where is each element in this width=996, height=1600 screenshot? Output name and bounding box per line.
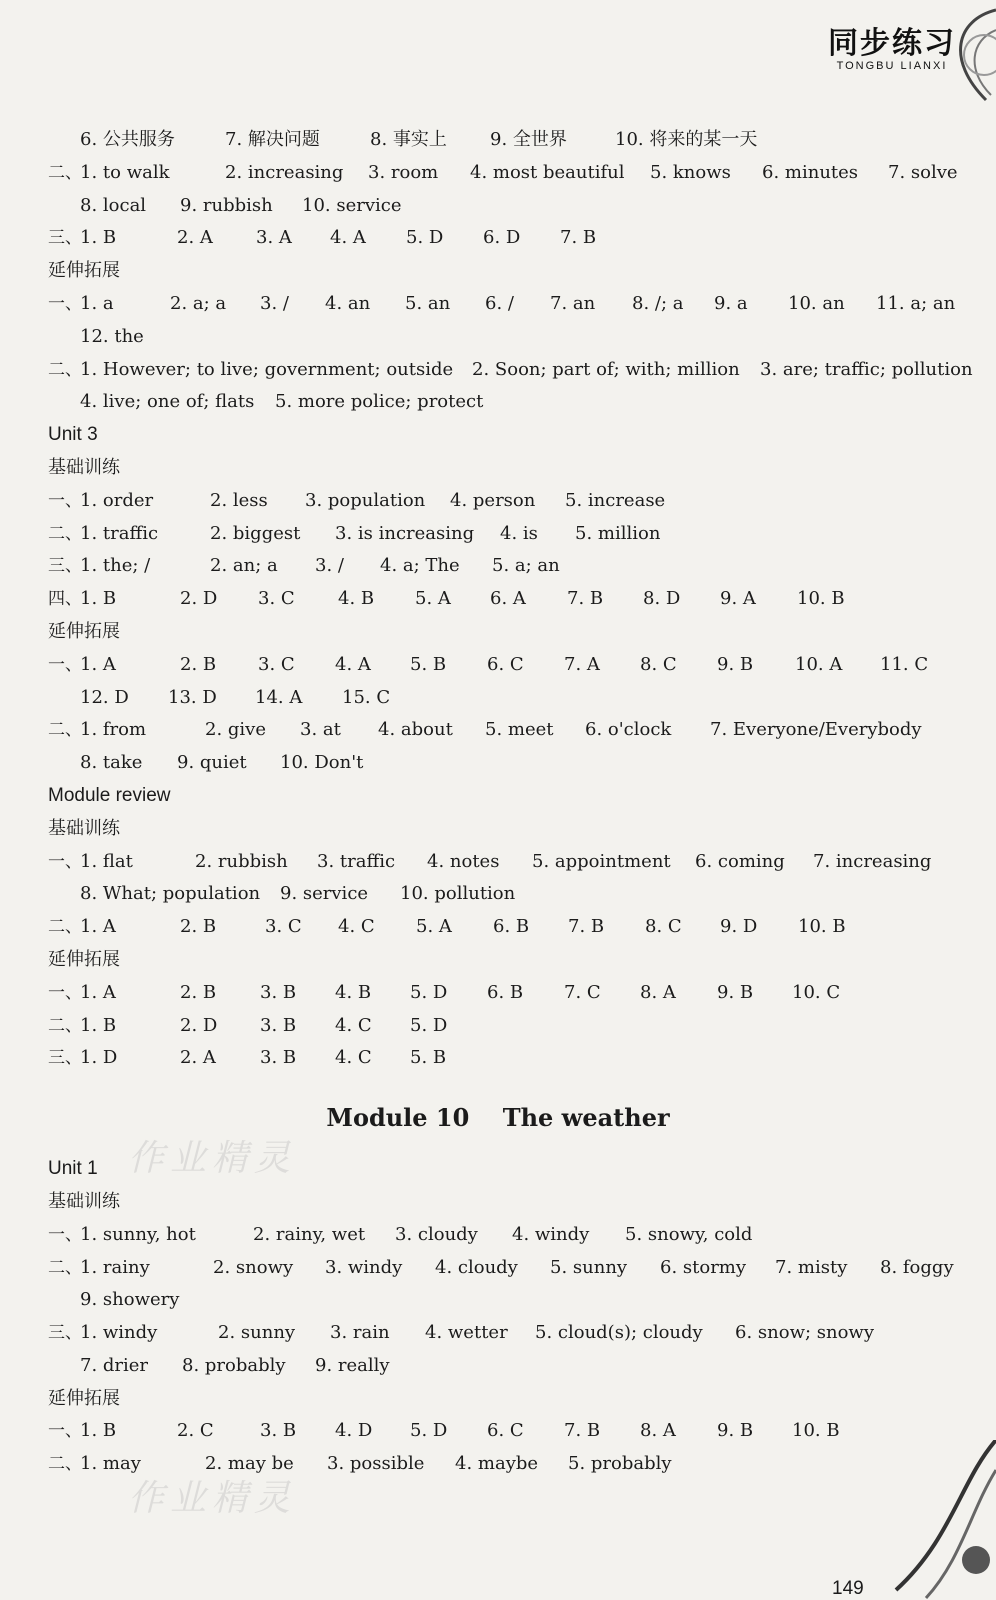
answer-item: 2. sunny xyxy=(218,1322,296,1344)
answer-item: 12. D xyxy=(80,686,129,708)
module-title: Module 10 The weather xyxy=(326,1103,670,1133)
answer-item: 2. biggest xyxy=(210,522,301,544)
question-group-label: 二、 xyxy=(48,1257,82,1278)
answer-item: 5. snowy, cold xyxy=(625,1223,753,1245)
answer-item: 10. an xyxy=(788,292,845,314)
question-group-label: 一、 xyxy=(48,293,82,314)
answer-row xyxy=(48,157,958,190)
answer-item: 4. an xyxy=(325,292,371,314)
answer-item: 6. / xyxy=(485,292,514,314)
decorative-swirl-icon xyxy=(856,0,996,110)
answer-item: 10. Don't xyxy=(280,752,364,774)
section-heading: 延伸拓展 xyxy=(48,1387,120,1409)
answer-item: 4. maybe xyxy=(455,1453,539,1475)
answer-row xyxy=(48,485,948,518)
section-heading: 延伸拓展 xyxy=(48,620,120,642)
answer-item: 5. probably xyxy=(568,1453,672,1475)
answer-item: 2. rubbish xyxy=(195,850,288,872)
answer-item: 5. appointment xyxy=(532,850,671,872)
section-heading: 基础训练 xyxy=(48,1190,120,1212)
answer-item: 2. an; a xyxy=(210,555,278,577)
answer-item: 4. windy xyxy=(512,1223,590,1245)
answer-item: 4. C xyxy=(338,916,375,938)
answer-item: 8. D xyxy=(643,588,681,610)
answer-item: 9. service xyxy=(280,883,369,905)
answer-item: 4. B xyxy=(335,981,372,1003)
question-group-label: 三、 xyxy=(48,1048,82,1069)
answer-item: 5. A xyxy=(415,588,451,610)
answer-item: 10. B xyxy=(797,588,845,610)
answer-item: 5. increase xyxy=(565,489,666,511)
answer-item: 6. minutes xyxy=(762,161,859,183)
answer-item: 6. B xyxy=(487,981,524,1003)
answer-item: 1. B xyxy=(80,588,117,610)
answer-item: 4. A xyxy=(335,653,371,675)
answer-row xyxy=(48,1284,948,1317)
watermark: 作业精灵 xyxy=(128,1478,297,1519)
answer-item: 3. at xyxy=(300,719,341,741)
answer-item: 7. solve xyxy=(888,161,958,183)
answer-row xyxy=(48,1219,948,1252)
answer-item: 9. B xyxy=(717,981,754,1003)
answer-item: 4. is xyxy=(500,522,538,544)
answer-item: 3. C xyxy=(258,653,295,675)
answer-item: 9. 全世界 xyxy=(490,129,567,150)
section-heading: 延伸拓展 xyxy=(48,948,120,970)
answer-item: 7. B xyxy=(568,916,605,938)
answer-row xyxy=(48,1350,948,1383)
answer-item: 1. rainy xyxy=(80,1256,150,1278)
answer-row xyxy=(48,747,948,780)
answer-item: 3. room xyxy=(368,161,439,183)
answer-item: 1. sunny, hot xyxy=(80,1223,196,1245)
question-group-label: 二、 xyxy=(48,162,82,183)
section-heading: 延伸拓展 xyxy=(48,260,120,282)
answer-item: 2. rainy, wet xyxy=(253,1223,366,1245)
answer-row xyxy=(48,386,948,419)
answer-item: 3. are; traffic; pollution xyxy=(760,358,973,380)
answer-item: 9. a xyxy=(714,292,748,314)
answer-item: 3. traffic xyxy=(317,850,396,872)
answer-item: 7. B xyxy=(567,588,604,610)
answer-item: 9. A xyxy=(720,588,756,610)
answer-item: 1. flat xyxy=(80,850,133,872)
question-group-label: 一、 xyxy=(48,654,82,675)
section-heading: 基础训练 xyxy=(48,817,120,839)
answer-item: 4. C xyxy=(335,1047,372,1069)
answer-item: 10. A xyxy=(795,653,843,675)
answer-item: 3. rain xyxy=(330,1322,390,1344)
answer-item: 1. B xyxy=(80,1014,117,1036)
question-group-label: 三、 xyxy=(48,1323,82,1344)
answer-item: 1. windy xyxy=(80,1322,158,1344)
answer-row xyxy=(48,288,956,321)
question-group-label: 一、 xyxy=(48,1224,82,1245)
answer-item: 2. less xyxy=(210,489,268,511)
answer-item: 10. B xyxy=(798,916,846,938)
answer-row xyxy=(48,714,948,747)
page-number: 149 xyxy=(832,1578,864,1599)
answer-item: 10. pollution xyxy=(400,883,516,905)
answer-row xyxy=(48,649,948,682)
answer-item: 1. B xyxy=(80,1420,117,1442)
question-group-label: 二、 xyxy=(48,917,82,938)
answer-item: 3. population xyxy=(305,489,426,511)
answer-item: 1. A xyxy=(80,981,116,1003)
answer-item: 4. notes xyxy=(427,850,500,872)
answer-item: 4. a; The xyxy=(380,555,460,577)
answer-item: 9. D xyxy=(720,916,758,938)
answer-item: 2. D xyxy=(180,1014,218,1036)
answer-row xyxy=(48,846,948,879)
answer-row xyxy=(48,1415,948,1448)
answer-item: 4. A xyxy=(330,227,366,249)
answer-item: 5. cloud(s); cloudy xyxy=(535,1322,703,1344)
answer-item: 10. 将来的某一天 xyxy=(615,129,758,150)
answer-item: 2. give xyxy=(205,719,266,741)
answer-item: 12. the xyxy=(80,325,144,347)
answer-item: 10. C xyxy=(792,981,841,1003)
answer-row xyxy=(48,682,948,715)
answer-row xyxy=(48,518,948,551)
answer-item: 6. C xyxy=(487,653,524,675)
unit-heading: Unit 1 xyxy=(48,1158,98,1180)
answer-item: 7. 解决问题 xyxy=(225,129,320,150)
answer-item: 2. B xyxy=(180,981,217,1003)
answer-item: 6. o'clock xyxy=(585,719,672,741)
answer-item: 9. quiet xyxy=(177,752,247,774)
answer-item: 7. an xyxy=(550,292,596,314)
decorative-corner-icon xyxy=(866,1440,996,1600)
answer-item: 6. C xyxy=(487,1420,524,1442)
answer-item: 9. rubbish xyxy=(180,194,273,216)
answer-row xyxy=(48,878,948,911)
answer-item: 8. C xyxy=(640,653,677,675)
answer-item: 5. D xyxy=(410,1420,448,1442)
answer-item: 1. traffic xyxy=(80,522,159,544)
answer-item: 1. However; to live; government; outside xyxy=(80,358,454,380)
answer-item: 13. D xyxy=(168,686,217,708)
answer-item: 1. A xyxy=(80,916,116,938)
answer-item: 6. coming xyxy=(695,850,785,872)
question-group-label: 二、 xyxy=(48,720,82,741)
header-pinyin: TONGBU LIANXI xyxy=(836,60,948,72)
answer-item: 5. D xyxy=(410,981,448,1003)
answer-row xyxy=(48,1252,954,1285)
answer-item: 5. million xyxy=(575,522,661,544)
answer-item: 2. D xyxy=(180,588,218,610)
answer-item: 8. 事实上 xyxy=(370,129,447,150)
answer-item: 9. B xyxy=(717,653,754,675)
answer-item: 4. B xyxy=(338,588,375,610)
answer-item: 6. D xyxy=(483,227,521,249)
answer-item: 3. windy xyxy=(325,1256,403,1278)
answer-item: 8. foggy xyxy=(880,1256,954,1278)
answer-item: 11. C xyxy=(880,653,929,675)
answer-item: 2. C xyxy=(177,1420,214,1442)
answer-item: 1. A xyxy=(80,653,116,675)
answer-item: 1. order xyxy=(80,489,154,511)
answer-row xyxy=(48,1010,948,1043)
answer-item: 3. B xyxy=(260,1047,297,1069)
answer-item: 1. B xyxy=(80,227,117,249)
answer-item: 5. sunny xyxy=(550,1256,628,1278)
header-title: 同步练习 xyxy=(828,26,956,61)
answer-item: 6. snow; snowy xyxy=(735,1322,874,1344)
answer-row xyxy=(48,321,948,354)
answer-item: 8. C xyxy=(645,916,682,938)
answer-item: 6. 公共服务 xyxy=(80,129,175,150)
answer-row xyxy=(48,1317,948,1350)
answer-item: 3. C xyxy=(265,916,302,938)
answer-item: 1. the; / xyxy=(80,555,151,577)
question-group-label: 二、 xyxy=(48,1454,82,1475)
answer-item: 1. from xyxy=(80,719,147,741)
answer-row xyxy=(48,190,948,223)
answer-item: 1. D xyxy=(80,1047,118,1069)
answer-item: 5. an xyxy=(405,292,451,314)
answer-item: 3. / xyxy=(315,555,344,577)
answer-row xyxy=(48,977,948,1010)
answer-item: 3. B xyxy=(260,981,297,1003)
answer-item: 2. B xyxy=(180,916,217,938)
watermark: 作业精灵 xyxy=(128,1138,297,1179)
question-group-label: 三、 xyxy=(48,228,82,249)
answer-item: 7. increasing xyxy=(813,850,932,872)
answer-row xyxy=(48,354,973,387)
question-group-label: 二、 xyxy=(48,1015,82,1036)
answer-item: 8. A xyxy=(640,1420,676,1442)
answer-item: 4. C xyxy=(335,1014,372,1036)
answer-item: 1. may xyxy=(80,1453,141,1475)
answer-item: 10. B xyxy=(792,1420,840,1442)
answer-item: 5. B xyxy=(410,1047,447,1069)
answer-item: 4. wetter xyxy=(425,1322,508,1344)
unit-heading: Unit 3 xyxy=(48,424,98,446)
answer-item: 15. C xyxy=(342,686,391,708)
answer-item: 5. A xyxy=(416,916,452,938)
question-group-label: 一、 xyxy=(48,1421,82,1442)
answer-item: 7. Everyone/Everybody xyxy=(710,719,922,741)
answer-item: 6. B xyxy=(493,916,530,938)
answer-item: 10. service xyxy=(302,194,402,216)
question-group-label: 一、 xyxy=(48,851,82,872)
question-group-label: 一、 xyxy=(48,490,82,511)
answer-row xyxy=(48,583,948,616)
answer-item: 4. D xyxy=(335,1420,373,1442)
answer-item: 8. take xyxy=(80,752,143,774)
answer-item: 8. /; a xyxy=(632,292,684,314)
answer-content xyxy=(48,124,973,1481)
answer-item: 11. a; an xyxy=(876,292,956,314)
answer-item: 2. A xyxy=(180,1047,216,1069)
answer-item: 5. a; an xyxy=(492,555,560,577)
answer-item: 4. most beautiful xyxy=(470,161,625,183)
answer-item: 5. B xyxy=(410,653,447,675)
answer-item: 3. cloudy xyxy=(395,1223,478,1245)
answer-item: 3. B xyxy=(260,1014,297,1036)
answer-item: 9. B xyxy=(717,1420,754,1442)
answer-item: 3. / xyxy=(260,292,289,314)
answer-item: 8. A xyxy=(640,981,676,1003)
answer-item: 3. C xyxy=(258,588,295,610)
answer-item: 4. live; one of; flats xyxy=(80,391,255,413)
answer-item: 4. person xyxy=(450,489,536,511)
unit-heading: Module review xyxy=(48,784,171,806)
answer-item: 3. possible xyxy=(327,1453,425,1475)
section-heading: 基础训练 xyxy=(48,456,120,478)
answer-item: 7. C xyxy=(564,981,601,1003)
answer-item: 5. meet xyxy=(485,719,554,741)
question-group-label: 三、 xyxy=(48,556,82,577)
answer-row xyxy=(48,550,948,583)
answer-item: 7. drier xyxy=(80,1354,149,1376)
answer-item: 2. snowy xyxy=(213,1256,294,1278)
answer-row xyxy=(48,911,948,944)
answer-item: 4. cloudy xyxy=(435,1256,518,1278)
answer-row xyxy=(48,222,948,255)
answer-item: 2. a; a xyxy=(170,292,227,314)
answer-row xyxy=(48,124,948,157)
answer-item: 14. A xyxy=(255,686,303,708)
answer-item: 5. knows xyxy=(650,161,731,183)
answer-row xyxy=(48,1042,948,1075)
answer-item: 6. A xyxy=(490,588,526,610)
question-group-label: 一、 xyxy=(48,982,82,1003)
answer-item: 2. may be xyxy=(205,1453,294,1475)
answer-item: 2. B xyxy=(180,653,217,675)
question-group-label: 二、 xyxy=(48,523,82,544)
answer-item: 3. A xyxy=(256,227,292,249)
answer-item: 3. is increasing xyxy=(335,522,475,544)
answer-item: 4. about xyxy=(378,719,453,741)
answer-item: 7. B xyxy=(564,1420,601,1442)
answer-item: 7. B xyxy=(560,227,597,249)
answer-item: 1. to walk xyxy=(80,161,170,183)
answer-item: 7. A xyxy=(564,653,600,675)
answer-item: 1. a xyxy=(80,292,114,314)
answer-item: 5. D xyxy=(410,1014,448,1036)
answer-item: 5. D xyxy=(406,227,444,249)
answer-item: 8. probably xyxy=(182,1354,286,1376)
answer-item: 9. really xyxy=(315,1354,390,1376)
question-group-label: 二、 xyxy=(48,359,82,380)
answer-item: 3. B xyxy=(260,1420,297,1442)
answer-item: 2. A xyxy=(177,227,213,249)
answer-item: 9. showery xyxy=(80,1289,180,1311)
answer-item: 2. increasing xyxy=(225,161,344,183)
answer-item: 6. stormy xyxy=(660,1256,747,1278)
answer-item: 2. Soon; part of; with; million xyxy=(472,358,740,380)
answer-item: 8. What; population xyxy=(80,883,261,905)
answer-item: 7. misty xyxy=(775,1256,848,1278)
question-group-label: 四、 xyxy=(48,589,82,610)
answer-item: 8. local xyxy=(80,194,147,216)
answer-item: 5. more police; protect xyxy=(275,391,484,413)
